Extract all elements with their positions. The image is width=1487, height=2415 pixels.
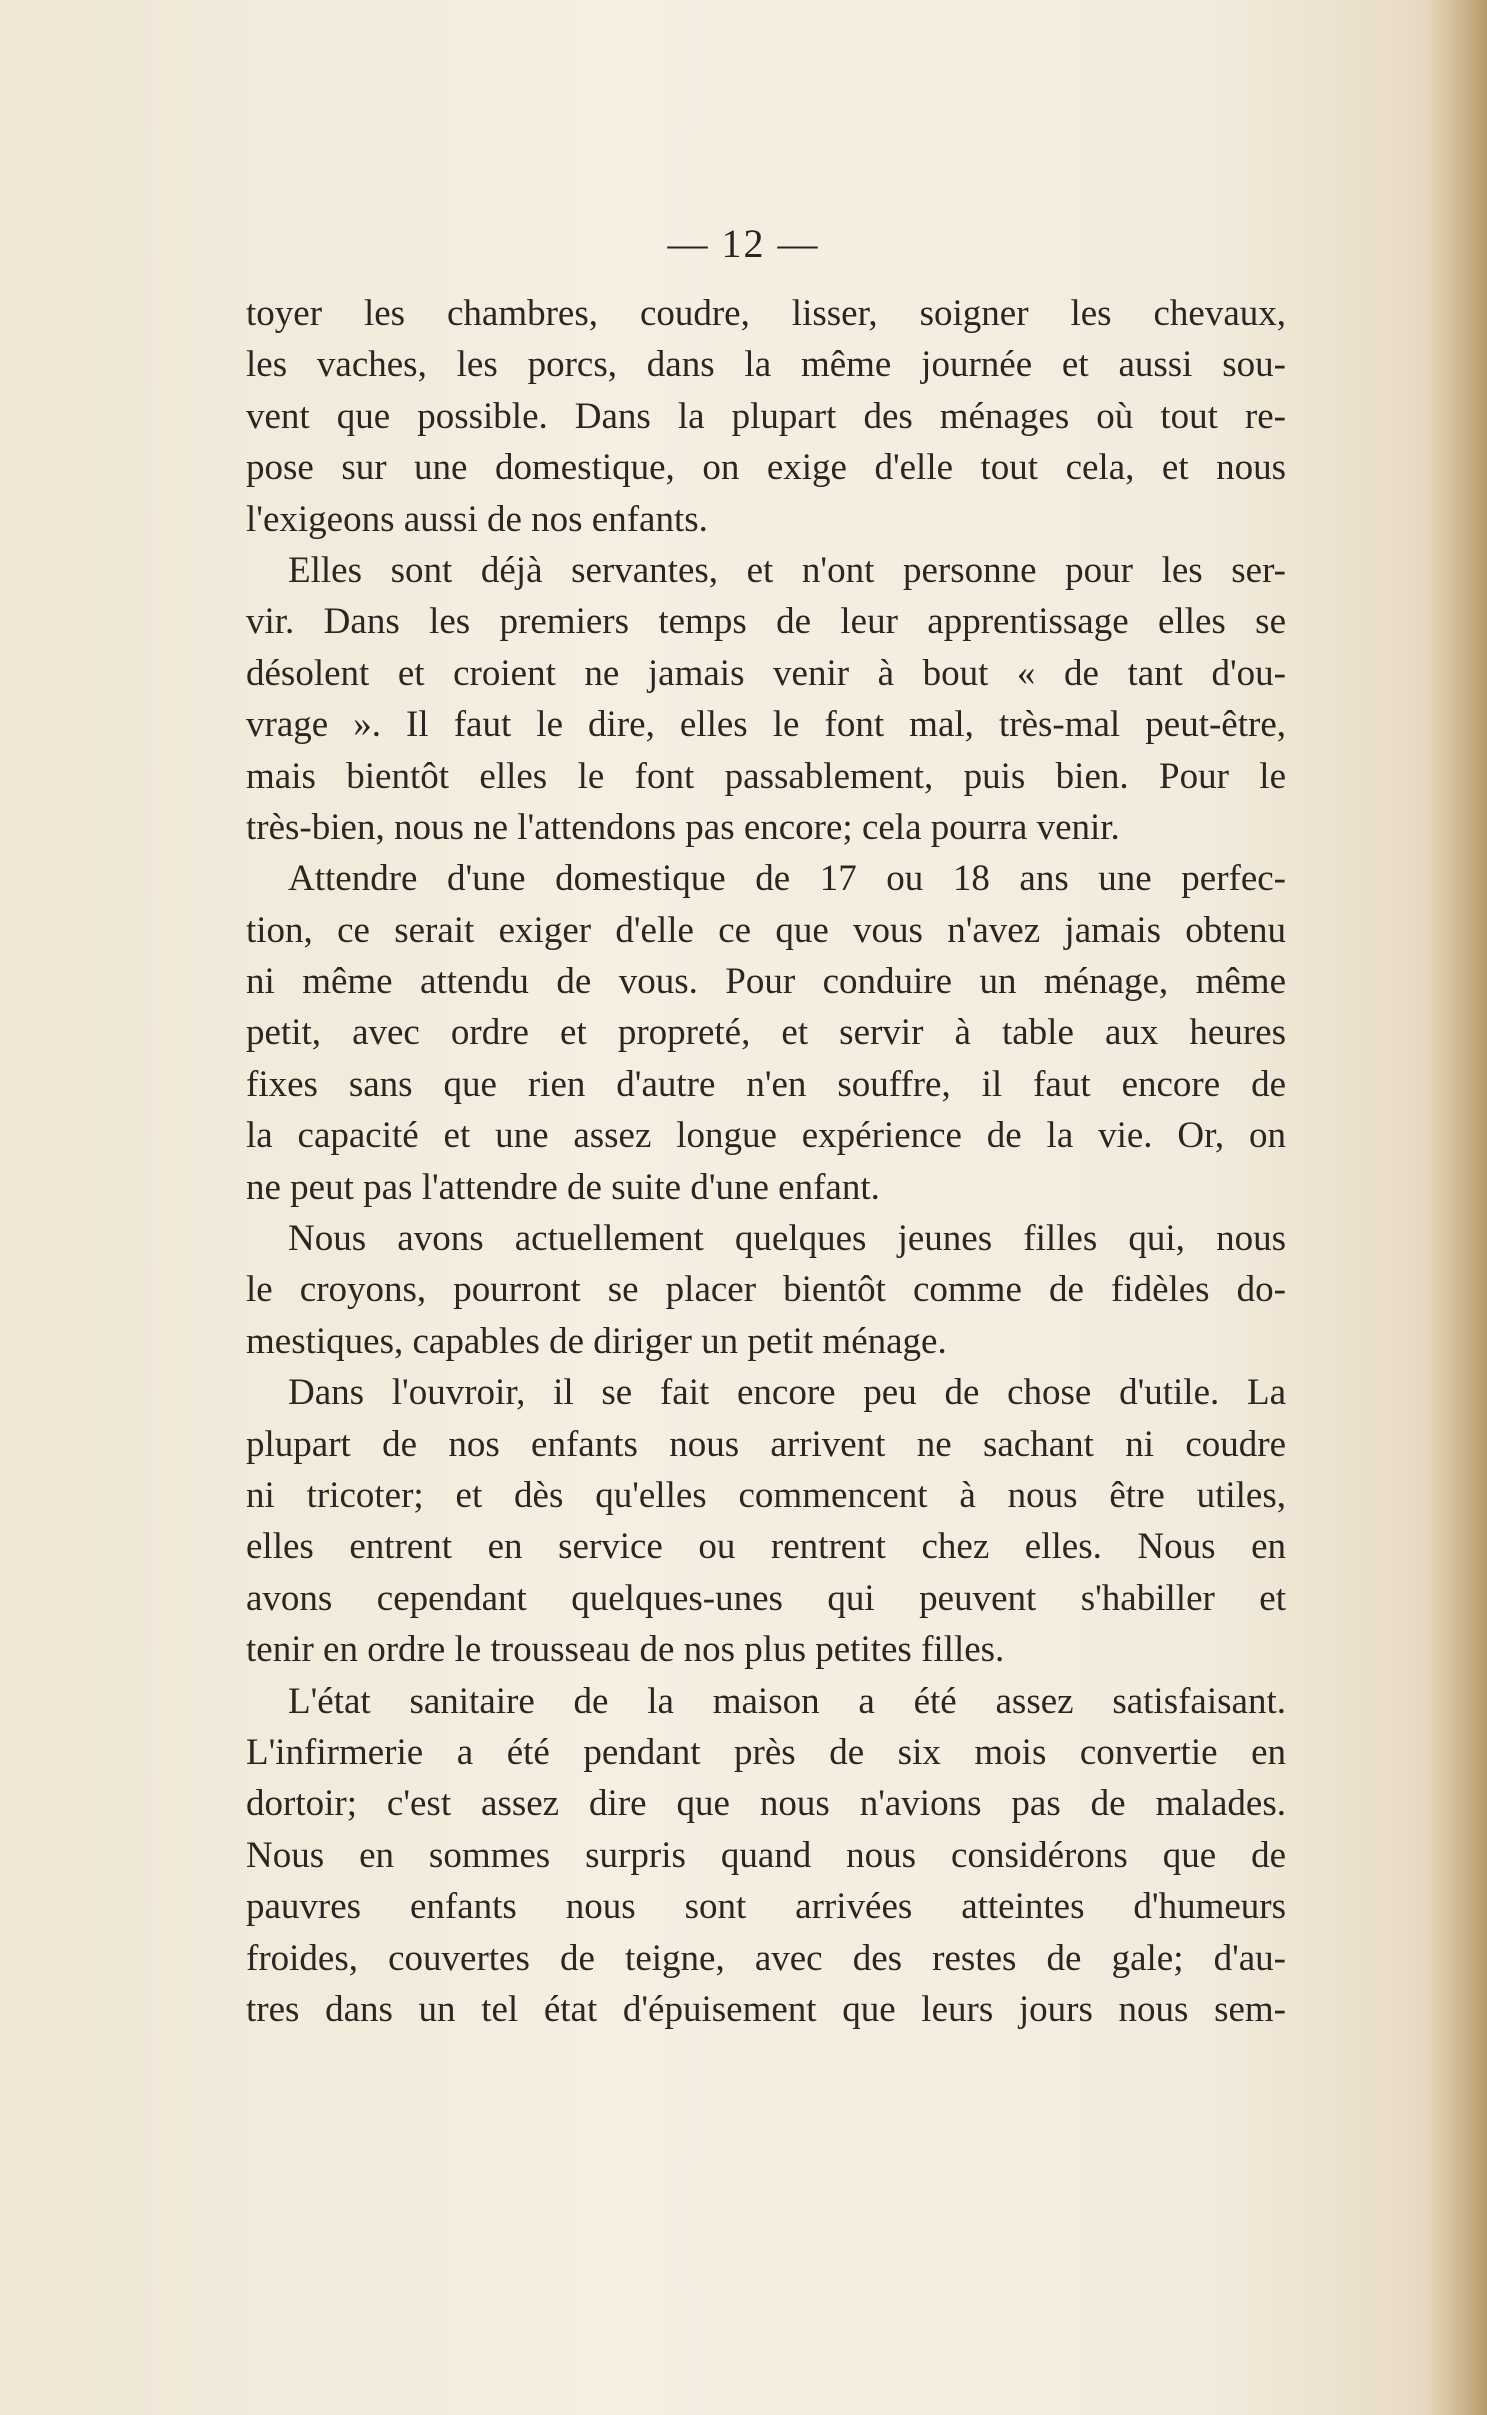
text-line: petit, avec ordre et propreté, et servir à table aux heures — [246, 1012, 1286, 1054]
text-line: Nous avons actuellement quelques jeunes filles qui, nous — [288, 1218, 1286, 1260]
text-line: plupart de nos enfants nous arrivent ne sachant ni coudre — [246, 1423, 1286, 1465]
text-line: avons cependant quelques-unes qui peuvent s'habiller et — [246, 1577, 1286, 1619]
text-line: tres dans un tel état d'épuisement que leurs jours nous sem- — [246, 1988, 1286, 2030]
text-line: dortoir; c'est assez dire que nous n'avions pas de malades. — [246, 1783, 1286, 1825]
text-line: ne peut pas l'attendre de suite d'une enfant. — [246, 1166, 880, 1208]
text-line: elles entrent en service ou rentrent chez elles. Nous en — [246, 1526, 1286, 1568]
text-line: L'infirmerie a été pendant près de six mois convertie en — [246, 1731, 1286, 1773]
text-line: L'état sanitaire de la maison a été assez satisfaisant. — [288, 1680, 1286, 1722]
text-line: tenir en ordre le trousseau de nos plus petites filles. — [246, 1629, 1005, 1671]
text-line: Elles sont déjà servantes, et n'ont personne pour les ser- — [288, 549, 1286, 591]
text-line: pose sur une domestique, on exige d'elle tout cela, et nous — [246, 447, 1286, 489]
text-line: très-bien, nous ne l'attendons pas encore; cela pourra venir. — [246, 806, 1120, 848]
text-line: tion, ce serait exiger d'elle ce que vous n'avez jamais obtenu — [246, 909, 1286, 951]
page-number: — 12 — — [667, 221, 820, 266]
text-line: la capacité et une assez longue expérience de la vie. Or, on — [246, 1115, 1286, 1157]
text-line: vrage ». Il faut le dire, elles le font mal, très-mal peut-être, — [246, 704, 1286, 746]
text-line: vir. Dans les premiers temps de leur apprentissage elles se — [246, 601, 1286, 643]
text-line: mais bientôt elles le font passablement, puis bien. Pour le — [246, 755, 1286, 797]
text-line: le croyons, pourront se placer bientôt comme de fidèles do- — [246, 1269, 1286, 1311]
page-edge — [1427, 0, 1487, 2415]
text-line: fixes sans que rien d'autre n'en souffre, il faut encore de — [246, 1063, 1286, 1105]
text-line: mestiques, capables de diriger un petit ménage. — [246, 1320, 947, 1362]
text-line: pauvres enfants nous sont arrivées atteintes d'humeurs — [246, 1886, 1286, 1928]
text-line: ni même attendu de vous. Pour conduire un ménage, même — [246, 961, 1286, 1003]
text-line: l'exigeons aussi de nos enfants. — [246, 498, 708, 540]
text-line: froides, couvertes de teigne, avec des restes de gale; d'au- — [246, 1937, 1286, 1979]
text-line: Dans l'ouvroir, il se fait encore peu de chose d'utile. La — [288, 1372, 1286, 1414]
text-line: Nous en sommes surpris quand nous considérons que de — [246, 1834, 1286, 1876]
text-line: désolent et croient ne jamais venir à bout « de tant d'ou- — [246, 652, 1286, 694]
text-line: ni tricoter; et dès qu'elles commencent à nous être utiles, — [246, 1474, 1286, 1516]
text-line: Attendre d'une domestique de 17 ou 18 ans une perfec- — [288, 858, 1286, 900]
text-line: toyer les chambres, coudre, lisser, soigner les chevaux, — [246, 293, 1286, 334]
body-text — [246, 288, 1286, 2035]
text-line: vent que possible. Dans la plupart des ménages où tout re- — [246, 395, 1286, 437]
text-line: les vaches, les porcs, dans la même journée et aussi sou- — [246, 344, 1286, 386]
